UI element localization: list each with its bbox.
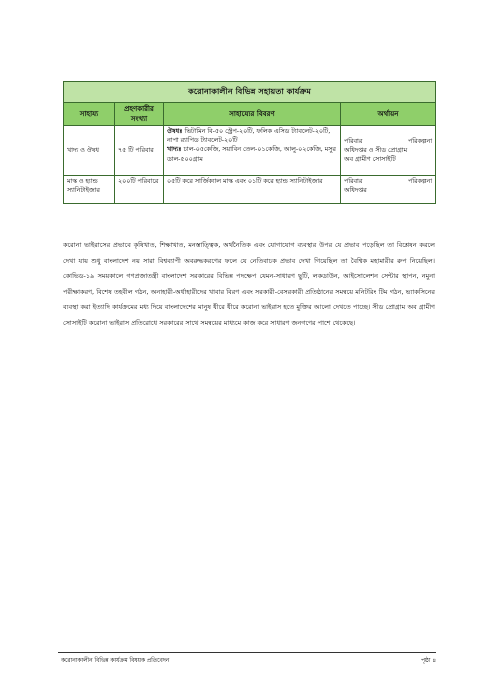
medicine-label: ঔষধঃ bbox=[167, 128, 183, 136]
footer-report-title: করোনাকালীন বিভিন্ন কার্যক্রম বিষয়ক প্রতিবেদন bbox=[61, 658, 170, 664]
footer-page-number: পৃষ্ঠা ৪ bbox=[421, 658, 436, 664]
cell-aid: মাস্ক ও হ্যান্ড স্যানিটাইজার bbox=[64, 176, 115, 204]
funding-line: পরিবার পরিকল্পনা bbox=[344, 178, 433, 186]
cell-details bbox=[164, 126, 341, 176]
food-label: খাদ্যঃ bbox=[167, 146, 182, 154]
cell-recipients: ২০০টি পরিবারে bbox=[115, 176, 164, 204]
table-header-row bbox=[64, 102, 436, 125]
table-title-row bbox=[64, 82, 436, 103]
cell-aid: খাদ্য ও ঔষধ bbox=[64, 126, 115, 176]
cell-details: ০৫টি করে সার্জিক্যাল মাস্ক এবং ০১টি করে হ্যান্ড স্যানিটাইজার bbox=[164, 176, 341, 204]
funding-line: অধিদপ্তর ও সীড প্রোগ্রাম bbox=[344, 147, 408, 155]
footer-divider bbox=[58, 652, 436, 653]
aid-activities-table bbox=[63, 81, 436, 204]
table-row bbox=[64, 126, 436, 176]
medicine-details: ভিটামিন বি-৫০ স্ট্রেপ-২০টি, ফলিক এসিড ট্যাবলেট-২০টি, নাপা র‍্যাপিড ট্যাবলেট-২০টি bbox=[167, 128, 331, 145]
header-aid: সাহায্য bbox=[64, 102, 115, 125]
header-recipients: প্রহণকারীর সংখ্যা bbox=[115, 102, 164, 125]
funding-line: পরিবার পরিকল্পনা bbox=[344, 137, 433, 145]
header-funding: অর্থায়ন bbox=[341, 102, 436, 125]
header-details: সাহায্যের বিবরণ bbox=[164, 102, 341, 125]
cell-funding bbox=[341, 126, 436, 176]
funding-line: অব গ্রামীণ সোসাইটি bbox=[344, 156, 396, 164]
cell-recipients: ৭৫ টি পরিবার bbox=[115, 126, 164, 176]
funding-line: অধিদপ্তর bbox=[344, 187, 367, 195]
table-title: করোনাকালীন বিভিন্ন সহায়তা কার্যক্রম bbox=[64, 82, 436, 103]
food-details: চাল-০৫কেজি, সয়াবিন তেল-০১কেজি, আলু-০২কেজি, মসুর ডাল-৫০০গ্রাম bbox=[167, 146, 336, 163]
cell-funding bbox=[341, 176, 436, 204]
body-paragraph: করোনা ভাইরাসের প্রভাবে কৃষিখাত, শিক্ষাখাত, মনস্তাত্ত্বিক, অর্থনৈতিক এবং যোগাযোগ ব্যবস্থার উপর যে প্রভাব পড়েছিল তা বিশ্লেষন করলে দেখা যায় শুধু বাংলাদেশ নয় সারা বিশ্বব্যাপী অবরুদ্ধকরণের ফলে যে নেতিবাচক প্রভাব দেখা গিয়েছিল তা বৈশ্বিক মহামারীর রুপ নিয়েছিল। কোভিড-১৯ সময়কালে গণপ্রজাতন্ত্রী বাংলাদেশ সরকারের বিভিন্ন পদক্ষেপ যেমন-সাধারণ ছুটি, লকডাউন, আইসোলেশন সেন্টার স্থাপন, নমুনা পরীক্ষাকরণ, বিশেষ তহবীল গঠন, অনাহারী-অর্ধাহারীদের খাবার বিরণ এবং সরকারী-বেসরকারী প্রতিষ্ঠানের সমন্বয়ে মনিটরিং টিম গঠন, ভ্যাকসিনের ব্যবস্থা করা ইত্যাদি কার্যক্রমের মধ্য দিয়ে বাংলাদেশের মানুষ ধীরে ধীরে করোনা ভাইরাস হতে মুক্তির আলো দেখতে পাচ্ছে। সীড প্রোগ্রাম অব গ্রামীণ সোসাইটি করোনা ভাইরাস প্রতিরোধে সরকারের সাথে সমন্বয়ের মাধ্যমে কাজ করে সাধারণ জনগণের পাশে থেকেছে। bbox=[63, 241, 435, 327]
table-row bbox=[64, 176, 436, 204]
